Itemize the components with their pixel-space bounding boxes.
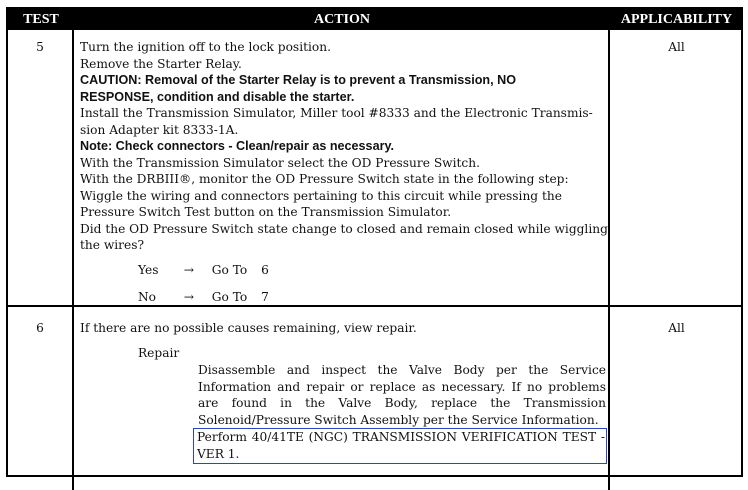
header-applicability: APPLICABILITY <box>620 12 733 27</box>
test-number-5: 5 <box>36 40 44 54</box>
goto-target: 7 <box>261 290 269 304</box>
answer-yes <box>138 263 269 277</box>
diagnostic-table <box>6 7 743 477</box>
action-line: With the DRBIII®, monitor the OD Pressure Switch state in the following step: <box>80 172 569 186</box>
goto-text: Go To <box>211 263 248 277</box>
action-line: Turn the ignition off to the lock position. <box>80 40 331 54</box>
header-action: ACTION <box>313 12 370 27</box>
repair-label: Repair <box>138 346 180 360</box>
action-intro-6: If there are no possible causes remaining, view repair. <box>80 321 417 335</box>
arrow-icon: → <box>183 290 194 304</box>
answer-no <box>138 290 269 304</box>
repair-text: Disassemble and inspect the Valve Body per the Service Information and repair or replace as necessary. If no problems are found in the Valve Body, replace the Transmission Solenoid/Pressure Switch Assembly per the Service Information. <box>198 363 606 427</box>
row-divider <box>8 305 741 307</box>
caution-line: CAUTION: Removal of the Starter Relay is to prevent a Transmission, NO <box>80 73 516 87</box>
applicability-5: All <box>668 40 685 54</box>
answer-label: No <box>138 290 157 304</box>
test-number-6: 6 <box>36 321 44 335</box>
action-line: Remove the Starter Relay. <box>80 56 242 71</box>
table-header <box>8 9 741 30</box>
caution-line: RESPONSE, condition and disable the starter. <box>80 89 355 104</box>
header-test: TEST <box>23 12 59 27</box>
action-text-5 <box>80 39 608 254</box>
goto-target: 6 <box>261 263 269 277</box>
question-line: the wires? <box>80 238 144 252</box>
action-line: Pressure Switch Test button on the Transmission Simulator. <box>80 205 452 219</box>
applicability-6: All <box>668 321 685 335</box>
answer-label: Yes <box>138 263 159 277</box>
action-line: Install the Transmission Simulator, Miller tool #8333 and the Electronic Transmis- <box>80 106 593 120</box>
column-divider-test <box>72 30 74 490</box>
action-line: With the Transmission Simulator select the OD Pressure Switch. <box>80 155 480 170</box>
action-line: sion Adapter kit 8333-1A. <box>80 122 239 137</box>
column-divider-applicability <box>608 30 610 490</box>
question-line: Did the OD Pressure Switch state change to closed and remain closed while wiggling <box>80 221 608 236</box>
arrow-icon: → <box>183 263 194 277</box>
goto-text: Go To <box>211 290 248 304</box>
note-line: Note: Check connectors - Clean/repair as necessary. <box>80 139 395 153</box>
action-line: Wiggle the wiring and connectors pertaining to this circuit while pressing the <box>80 188 562 203</box>
verification-test-text: Perform 40/41TE (NGC) TRANSMISSION VERIFICATION TEST - VER 1. <box>197 430 605 461</box>
